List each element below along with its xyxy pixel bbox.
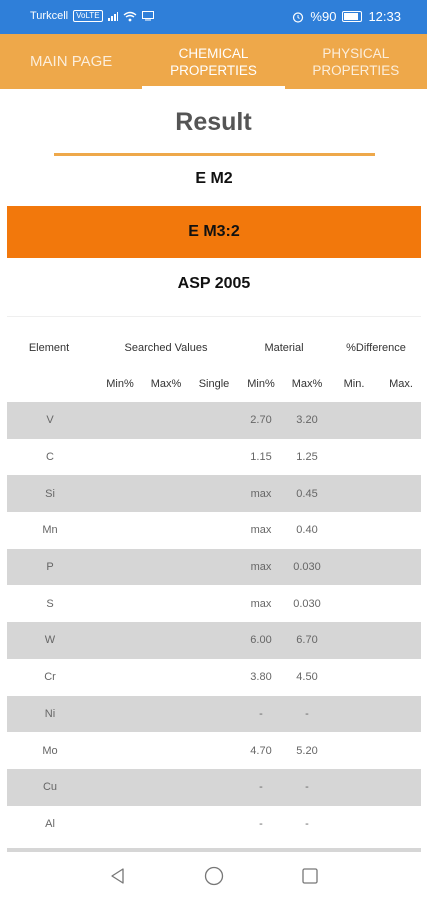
clock: 12:33: [368, 9, 401, 24]
volte-badge: VoLTE: [73, 10, 102, 22]
alarm-icon: [292, 11, 304, 23]
system-nav-bar: [0, 852, 427, 900]
cell-element: Al: [45, 817, 55, 830]
tab-main-page[interactable]: [0, 34, 142, 89]
table-row: [7, 439, 421, 476]
header-difference: %Difference: [346, 342, 406, 354]
material-option[interactable]: E M2: [195, 170, 233, 187]
battery-icon: [342, 11, 362, 22]
cell-material-max: 0.030: [293, 597, 321, 610]
cell-element: Cr: [44, 671, 56, 684]
result-title: Result: [175, 108, 252, 136]
tab-bar: [0, 34, 427, 89]
table-row: [7, 475, 421, 512]
table-row: [7, 659, 421, 696]
battery-level: [344, 13, 358, 20]
table-row: [7, 512, 421, 549]
cell-material-min: 1.15: [250, 451, 272, 464]
cell-element: W: [44, 634, 56, 647]
cell-material-min: 6.00: [250, 634, 272, 647]
cell-material-max: -: [305, 781, 309, 794]
carrier-label: Turkcell: [30, 10, 69, 22]
cell-material-max: 4.50: [296, 671, 318, 684]
table-row: [7, 622, 421, 659]
cell-material-min: -: [259, 707, 263, 720]
cell-material-max: 1.25: [296, 451, 318, 464]
cell-element: Ni: [44, 707, 56, 720]
subheader-material-min: Min%: [247, 378, 275, 390]
table-row: [7, 696, 421, 733]
screen-cast-icon: [142, 11, 154, 21]
cell-material-max: 6.70: [296, 634, 318, 647]
cell-material-min: 4.70: [250, 744, 272, 757]
cell-element: S: [46, 597, 54, 610]
tab-chemical-properties[interactable]: [142, 34, 284, 89]
table-header-row: [7, 330, 421, 366]
header-material: Material: [264, 342, 304, 354]
cell-element: Mn: [42, 524, 58, 537]
table-row: [7, 402, 421, 439]
cell-material-min: -: [259, 817, 263, 830]
wifi-icon: [123, 11, 137, 22]
cell-material-min: 2.70: [250, 414, 272, 427]
tab-physical-properties[interactable]: [285, 34, 427, 89]
header-element: Element: [28, 342, 70, 354]
cell-element: P: [46, 561, 54, 574]
cell-element: Si: [45, 487, 55, 500]
table-row: [7, 769, 421, 806]
cell-material-max: 0.030: [293, 561, 321, 574]
status-bar: [0, 0, 427, 34]
material-option-selected[interactable]: E M3:2: [7, 206, 421, 258]
table-row: [7, 732, 421, 769]
header-searched-values: Searched Values: [124, 342, 208, 354]
cell-element: C: [46, 451, 54, 464]
composition-table: [7, 330, 421, 842]
cell-material-max: -: [305, 817, 309, 830]
table-row: [7, 806, 421, 843]
subheader-searched-min: Min%: [106, 378, 134, 390]
cell-element: Mo: [42, 744, 58, 757]
table-row: [7, 585, 421, 622]
cell-element: V: [46, 414, 54, 427]
cell-element: Cu: [42, 781, 58, 794]
table-subheader-row: [7, 366, 421, 402]
cell-material-min: max: [250, 597, 272, 610]
subheader-difference-min: Min.: [343, 378, 365, 390]
cell-material-max: 0.45: [296, 487, 318, 500]
subheader-material-max: Max%: [291, 378, 323, 390]
cell-material-min: max: [250, 487, 272, 500]
status-right: [292, 9, 401, 24]
subheader-searched-max: Max%: [150, 378, 182, 390]
tab-chemical-properties-label: CHEMICAL PROPERTIES: [170, 45, 257, 78]
cell-material-min: -: [259, 781, 263, 794]
status-left: [30, 10, 154, 22]
cell-material-min: max: [250, 561, 272, 574]
divider: [7, 316, 421, 317]
cell-material-min: max: [250, 524, 272, 537]
cell-material-max: 0.40: [296, 524, 318, 537]
cell-material-max: 3.20: [296, 414, 318, 427]
cell-material-max: 5.20: [296, 744, 318, 757]
home-icon[interactable]: [202, 864, 226, 888]
cell-material-min: 3.80: [250, 671, 272, 684]
cell-material-max: -: [305, 707, 309, 720]
battery-percent: %90: [310, 9, 337, 24]
result-underline: [54, 153, 375, 156]
tab-main-page-label: MAIN PAGE: [30, 53, 113, 70]
recents-icon[interactable]: [298, 864, 322, 888]
signal-icon: [108, 12, 118, 21]
material-option[interactable]: ASP 2005: [177, 275, 251, 292]
subheader-searched-single: Single: [198, 378, 230, 390]
table-row: [7, 549, 421, 586]
tab-physical-properties-label: PHYSICAL PROPERTIES: [312, 45, 400, 78]
subheader-difference-max: Max.: [389, 378, 413, 390]
back-icon[interactable]: [106, 864, 130, 888]
